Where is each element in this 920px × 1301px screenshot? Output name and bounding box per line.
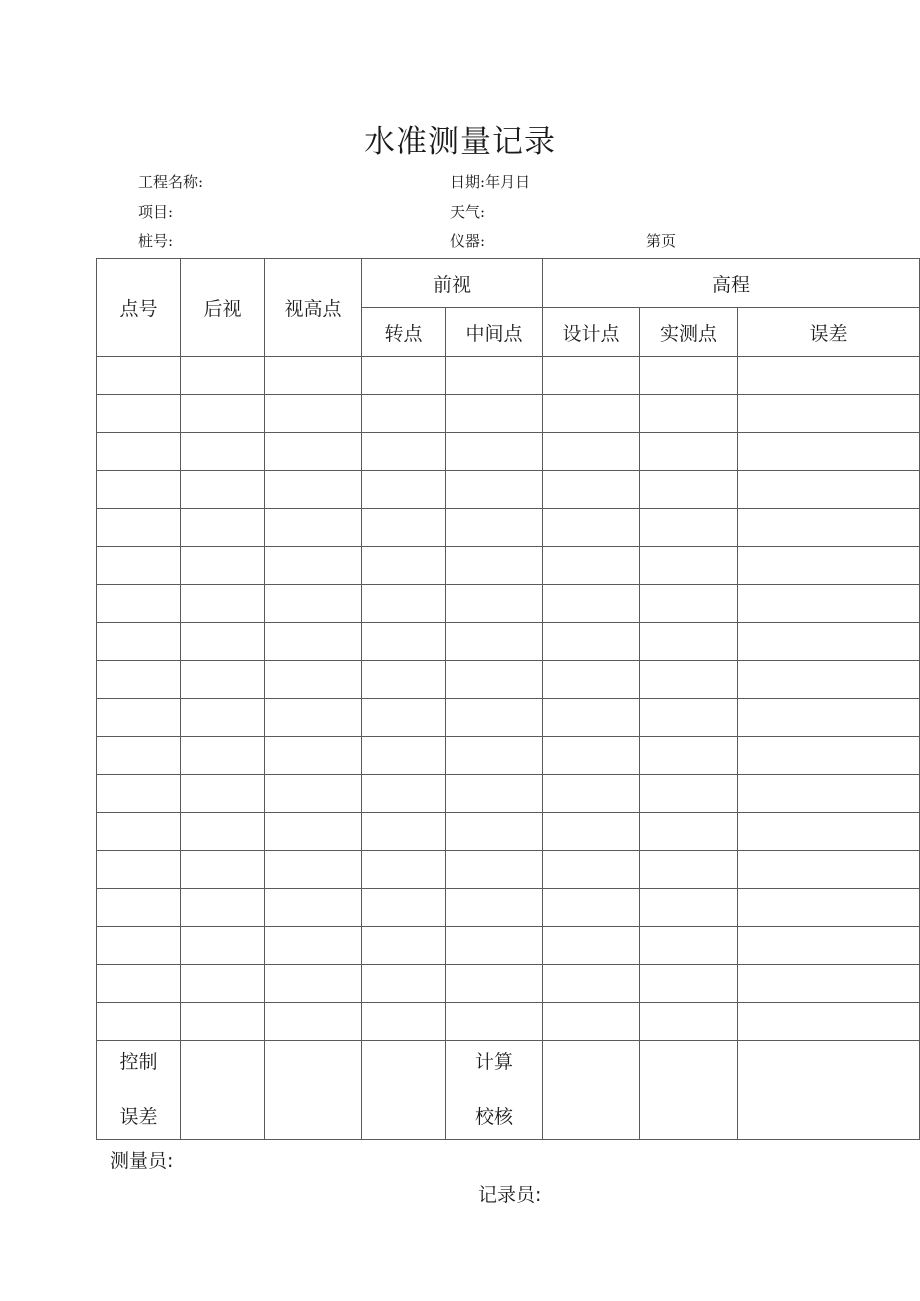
table-row (97, 661, 920, 699)
table-cell[interactable] (181, 813, 265, 851)
table-cell[interactable] (181, 509, 265, 547)
table-cell[interactable] (181, 433, 265, 471)
table-cell[interactable] (265, 661, 362, 699)
table-cell[interactable] (640, 889, 738, 927)
table-row (97, 699, 920, 737)
header-turning-point: 转点 (362, 308, 446, 357)
table-cell[interactable] (265, 1003, 362, 1041)
table-row (97, 851, 920, 889)
table-cell[interactable] (738, 585, 920, 623)
table-cell[interactable] (738, 851, 920, 889)
table-cell[interactable] (640, 851, 738, 889)
table-cell[interactable] (362, 775, 446, 813)
table-cell[interactable] (265, 699, 362, 737)
table-cell[interactable] (543, 889, 640, 927)
table-cell[interactable] (543, 395, 640, 433)
table-cell[interactable] (543, 661, 640, 699)
table-cell[interactable] (265, 813, 362, 851)
table-cell[interactable] (265, 433, 362, 471)
recorder-label: 记录员: (478, 1184, 542, 1206)
item-label: 项目: (138, 203, 174, 221)
table-cell[interactable] (738, 889, 920, 927)
table-cell[interactable] (640, 585, 738, 623)
table-cell[interactable] (181, 965, 265, 1003)
table-row (97, 965, 920, 1003)
table-cell[interactable] (738, 813, 920, 851)
table-cell[interactable] (640, 547, 738, 585)
table-cell[interactable] (97, 813, 181, 851)
table-cell[interactable] (265, 471, 362, 509)
table-cell[interactable] (181, 775, 265, 813)
table-cell[interactable] (446, 547, 543, 585)
date-label: 日期: (450, 173, 486, 191)
table-cell[interactable] (265, 965, 362, 1003)
table-cell[interactable] (543, 585, 640, 623)
header-foresight: 前视 (362, 259, 543, 308)
table-cell[interactable] (265, 585, 362, 623)
table-cell[interactable] (446, 699, 543, 737)
table-cell[interactable] (640, 927, 738, 965)
table-cell[interactable] (640, 661, 738, 699)
table-cell[interactable] (738, 699, 920, 737)
table-cell[interactable] (362, 889, 446, 927)
footer-cell[interactable] (640, 1041, 738, 1140)
table-cell[interactable] (362, 927, 446, 965)
table-cell[interactable] (446, 889, 543, 927)
error-label: 误差 (119, 1106, 158, 1128)
page-number-label: 第页 (646, 232, 677, 250)
table-cell[interactable] (265, 851, 362, 889)
header-design-point: 设计点 (543, 308, 640, 357)
table-cell[interactable] (181, 357, 265, 395)
table-cell[interactable] (362, 433, 446, 471)
table-cell[interactable] (181, 851, 265, 889)
table-cell[interactable] (181, 547, 265, 585)
table-cell[interactable] (738, 433, 920, 471)
table-cell[interactable] (738, 547, 920, 585)
table-cell[interactable] (640, 433, 738, 471)
table-cell[interactable] (97, 661, 181, 699)
table-row (97, 813, 920, 851)
table-cell[interactable] (543, 623, 640, 661)
table-cell[interactable] (97, 965, 181, 1003)
footer-cell[interactable] (738, 1041, 920, 1140)
table-cell[interactable] (97, 623, 181, 661)
calc-label: 计算 (475, 1051, 514, 1073)
table-cell[interactable] (446, 737, 543, 775)
table-row (97, 737, 920, 775)
table-cell[interactable] (543, 775, 640, 813)
table-cell[interactable] (543, 433, 640, 471)
header-intermediate-point: 中间点 (446, 308, 543, 357)
table-cell[interactable] (181, 585, 265, 623)
table-row (97, 585, 920, 623)
data-rows (97, 357, 920, 1041)
footer-cell[interactable] (543, 1041, 640, 1140)
table-cell[interactable] (446, 927, 543, 965)
table-cell[interactable] (446, 623, 543, 661)
table-cell[interactable] (640, 965, 738, 1003)
header-elevation: 高程 (543, 259, 920, 308)
table-cell[interactable] (97, 585, 181, 623)
table-cell[interactable] (446, 965, 543, 1003)
table-cell[interactable] (446, 661, 543, 699)
table-row (97, 547, 920, 585)
table-cell[interactable] (640, 1003, 738, 1041)
table-cell[interactable] (181, 623, 265, 661)
table-row (97, 395, 920, 433)
table-cell[interactable] (738, 965, 920, 1003)
table-cell[interactable] (543, 471, 640, 509)
table-cell[interactable] (97, 775, 181, 813)
table-cell[interactable] (265, 395, 362, 433)
table-cell[interactable] (543, 357, 640, 395)
table-cell[interactable] (446, 851, 543, 889)
table-cell[interactable] (446, 775, 543, 813)
weather-label: 天气: (450, 203, 486, 221)
table-cell[interactable] (738, 775, 920, 813)
table-row (97, 471, 920, 509)
table-cell[interactable] (362, 623, 446, 661)
table-cell[interactable] (181, 699, 265, 737)
table-cell[interactable] (181, 927, 265, 965)
table-cell[interactable] (265, 623, 362, 661)
table-cell[interactable] (265, 737, 362, 775)
table-cell[interactable] (738, 737, 920, 775)
date-field (450, 171, 530, 192)
table-cell[interactable] (543, 965, 640, 1003)
table-row (97, 433, 920, 471)
table-cell[interactable] (738, 927, 920, 965)
table-cell[interactable] (362, 509, 446, 547)
table-cell[interactable] (362, 699, 446, 737)
header-point-no: 点号 (97, 259, 181, 357)
table-cell[interactable] (362, 851, 446, 889)
table-cell[interactable] (181, 395, 265, 433)
table-cell[interactable] (97, 699, 181, 737)
table-cell[interactable] (543, 813, 640, 851)
table-cell[interactable] (738, 1003, 920, 1041)
table-cell[interactable] (362, 547, 446, 585)
table-cell[interactable] (446, 585, 543, 623)
table-cell[interactable] (446, 395, 543, 433)
table-cell[interactable] (97, 547, 181, 585)
instrument-label: 仪器: (450, 232, 486, 250)
table-cell[interactable] (640, 471, 738, 509)
footer-row (97, 1041, 920, 1140)
table-cell[interactable] (738, 509, 920, 547)
table-cell[interactable] (97, 851, 181, 889)
table-cell[interactable] (97, 395, 181, 433)
table-cell[interactable] (446, 813, 543, 851)
table-cell[interactable] (738, 395, 920, 433)
table-cell[interactable] (640, 509, 738, 547)
table-cell[interactable] (738, 357, 920, 395)
table-cell[interactable] (265, 927, 362, 965)
table-row (97, 927, 920, 965)
leveling-record-table (96, 258, 920, 1140)
table-cell[interactable] (265, 775, 362, 813)
stake-label: 桩号: (138, 232, 174, 250)
table-cell[interactable] (97, 471, 181, 509)
table-cell[interactable] (97, 1003, 181, 1041)
table-cell[interactable] (181, 661, 265, 699)
control-error-cell (97, 1041, 181, 1140)
table-cell[interactable] (446, 509, 543, 547)
header-error: 误差 (738, 308, 920, 357)
table-cell[interactable] (543, 737, 640, 775)
table-cell[interactable] (543, 1003, 640, 1041)
date-value: 年月日 (485, 173, 531, 191)
table-cell[interactable] (265, 509, 362, 547)
table-cell[interactable] (362, 1003, 446, 1041)
table-cell[interactable] (362, 661, 446, 699)
footer-cell[interactable] (181, 1041, 265, 1140)
table-cell[interactable] (738, 623, 920, 661)
table-cell[interactable] (265, 889, 362, 927)
table-cell[interactable] (97, 737, 181, 775)
table-cell[interactable] (181, 889, 265, 927)
table-cell[interactable] (265, 547, 362, 585)
table-row (97, 357, 920, 395)
table-cell[interactable] (543, 927, 640, 965)
table-cell[interactable] (362, 395, 446, 433)
table-cell[interactable] (640, 357, 738, 395)
table-cell[interactable] (640, 737, 738, 775)
table-cell[interactable] (640, 813, 738, 851)
table-cell[interactable] (97, 927, 181, 965)
header-sight-height: 视高点 (265, 259, 362, 357)
table-cell[interactable] (446, 471, 543, 509)
footer-cell[interactable] (265, 1041, 362, 1140)
header-backsight: 后视 (181, 259, 265, 357)
surveyor-label: 测量员: (110, 1150, 174, 1172)
table-cell[interactable] (446, 357, 543, 395)
table-row (97, 889, 920, 927)
table-row (97, 1003, 920, 1041)
table-cell[interactable] (543, 851, 640, 889)
table-cell[interactable] (362, 813, 446, 851)
table-cell[interactable] (362, 471, 446, 509)
check-label: 校核 (475, 1106, 514, 1128)
header-measured-point: 实测点 (640, 308, 738, 357)
table-cell[interactable] (362, 737, 446, 775)
table-cell[interactable] (543, 699, 640, 737)
table-cell[interactable] (446, 1003, 543, 1041)
table-cell[interactable] (181, 471, 265, 509)
table-cell[interactable] (181, 737, 265, 775)
table-cell[interactable] (362, 357, 446, 395)
table-cell[interactable] (265, 357, 362, 395)
table-cell[interactable] (738, 471, 920, 509)
table-cell[interactable] (97, 509, 181, 547)
table-cell[interactable] (543, 547, 640, 585)
table-cell[interactable] (640, 775, 738, 813)
table-cell[interactable] (543, 509, 640, 547)
table-cell[interactable] (640, 699, 738, 737)
table-row (97, 509, 920, 547)
table-cell[interactable] (640, 395, 738, 433)
footer-cell[interactable] (362, 1041, 446, 1140)
page-title: 水准测量记录 (364, 124, 556, 160)
header-row-1 (97, 259, 920, 308)
table-row (97, 623, 920, 661)
table-cell[interactable] (97, 433, 181, 471)
table-row (97, 775, 920, 813)
table-cell[interactable] (446, 433, 543, 471)
table-cell[interactable] (640, 623, 738, 661)
table-cell[interactable] (97, 889, 181, 927)
calc-check-cell (446, 1041, 543, 1140)
control-label: 控制 (119, 1051, 158, 1073)
table-cell[interactable] (97, 357, 181, 395)
project-name-label: 工程名称: (138, 173, 204, 191)
table-cell[interactable] (738, 661, 920, 699)
table-cell[interactable] (181, 1003, 265, 1041)
table-cell[interactable] (362, 585, 446, 623)
table-cell[interactable] (362, 965, 446, 1003)
